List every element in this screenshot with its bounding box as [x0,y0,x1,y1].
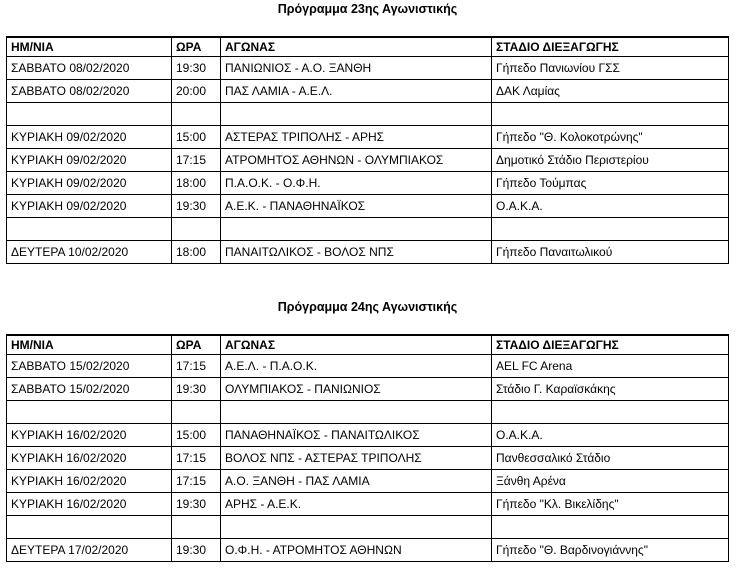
match-date: ΚΥΡΙΑΚΗ 16/02/2020 [7,493,172,516]
table-row [7,126,729,149]
match-time: 17:15 [172,447,221,470]
match-date: ΣΑΒΒΑΤΟ 08/02/2020 [7,57,172,80]
match-venue: Γήπεδο Πανιωνίου ΓΣΣ [492,57,729,80]
match-teams: ΑΤΡΟΜΗΤΟΣ ΑΘΗΝΩΝ - ΟΛΥΜΠΙΑΚΟΣ [221,149,492,172]
empty-cell [172,401,221,424]
match-time: 15:00 [172,424,221,447]
match-time: 15:00 [172,126,221,149]
empty-cell [221,103,492,126]
match-venue: ΔΑΚ Λαμίας [492,80,729,103]
match-time: 19:30 [172,493,221,516]
header-venue: ΣΤΑΔΙΟ ΔΙΕΞΑΓΩΓΗΣ [492,335,729,355]
match-teams: ΠΑΝΑΙΤΩΛΙΚΟΣ - ΒΟΛΟΣ ΝΠΣ [221,241,492,264]
round-24-body [7,335,729,562]
table-row [7,493,729,516]
match-date: ΣΑΒΒΑΤΟ 15/02/2020 [7,355,172,378]
empty-cell [492,218,729,241]
match-teams: Α.Ε.Κ. - ΠΑΝΑΘΗΝΑΪΚΟΣ [221,195,492,218]
match-venue: Γήπεδο "Κλ. Βικελίδης" [492,493,729,516]
match-date: ΔΕΥΤΕΡΑ 17/02/2020 [7,539,172,562]
table-row [7,378,729,401]
match-venue: Γήπεδο "Θ. Βαρδινογιάννης" [492,539,729,562]
empty-cell [172,103,221,126]
match-venue: Δημοτικό Στάδιο Περιστερίου [492,149,729,172]
table-row [7,470,729,493]
match-date: ΚΥΡΙΑΚΗ 09/02/2020 [7,149,172,172]
match-venue: Ο.Α.Κ.Α. [492,195,729,218]
match-teams: ΟΛΥΜΠΙΑΚΟΣ - ΠΑΝΙΩΝΙΟΣ [221,378,492,401]
table-row [7,447,729,470]
empty-cell [7,103,172,126]
match-date: ΚΥΡΙΑΚΗ 16/02/2020 [7,424,172,447]
match-time: 17:15 [172,149,221,172]
match-teams: Ο.Φ.Η. - ΑΤΡΟΜΗΤΟΣ ΑΘΗΝΩΝ [221,539,492,562]
match-time: 17:15 [172,355,221,378]
header-venue: ΣΤΑΔΙΟ ΔΙΕΞΑΓΩΓΗΣ [492,37,729,57]
header-time: ΩΡΑ [172,37,221,57]
empty-cell [492,103,729,126]
table-row [7,539,729,562]
spacer-row [7,516,729,539]
match-venue: Γήπεδο Τούμπας [492,172,729,195]
match-venue: Στάδιο Γ. Καραϊσκάκης [492,378,729,401]
empty-cell [492,516,729,539]
empty-cell [221,401,492,424]
match-date: ΣΑΒΒΑΤΟ 15/02/2020 [7,378,172,401]
match-date: ΚΥΡΙΑΚΗ 09/02/2020 [7,195,172,218]
table-row [7,172,729,195]
header-row [7,37,729,57]
empty-cell [221,218,492,241]
match-time: 19:30 [172,57,221,80]
table-row [7,355,729,378]
match-teams: Π.Α.Ο.Κ. - Ο.Φ.Η. [221,172,492,195]
table-row [7,57,729,80]
match-teams: ΠΑΝΑΘΗΝΑΪΚΟΣ - ΠΑΝΑΙΤΩΛΙΚΟΣ [221,424,492,447]
empty-cell [172,516,221,539]
round-24-title: Πρόγραμμα 24ης Αγωνιστικής [277,300,458,314]
table-row [7,424,729,447]
header-match: ΑΓΩΝΑΣ [221,37,492,57]
match-time: 19:30 [172,378,221,401]
round-23-table [6,36,729,264]
header-match: ΑΓΩΝΑΣ [221,335,492,355]
match-date: ΔΕΥΤΕΡΑ 10/02/2020 [7,241,172,264]
match-teams: ΠΑΝΙΩΝΙΟΣ - Α.Ο. ΞΑΝΘΗ [221,57,492,80]
round-23-title: Πρόγραμμα 23ης Αγωνιστικής [277,2,458,16]
match-teams: Α.Ε.Λ. - Π.Α.Ο.Κ. [221,355,492,378]
spacer-row [7,401,729,424]
match-venue: Πανθεσσαλικό Στάδιο [492,447,729,470]
table-row [7,149,729,172]
match-teams: ΑΣΤΕΡΑΣ ΤΡΙΠΟΛΗΣ - ΑΡΗΣ [221,126,492,149]
match-venue: Γήπεδο Παναιτωλικού [492,241,729,264]
header-date: ΗΜ/ΝΙΑ [7,37,172,57]
header-time: ΩΡΑ [172,335,221,355]
table-row [7,241,729,264]
match-time: 20:00 [172,80,221,103]
table-row [7,195,729,218]
spacer-row [7,218,729,241]
match-time: 19:30 [172,195,221,218]
spacer-row [7,103,729,126]
match-venue: AEL FC Arena [492,355,729,378]
empty-cell [7,218,172,241]
match-venue: Γήπεδο "Θ. Κολοκοτρώνης" [492,126,729,149]
header-row [7,335,729,355]
empty-cell [221,516,492,539]
match-teams: ΑΡΗΣ - Α.Ε.Κ. [221,493,492,516]
match-teams: Α.Ο. ΞΑΝΘΗ - ΠΑΣ ΛΑΜΙΑ [221,470,492,493]
match-time: 18:00 [172,241,221,264]
table-row [7,80,729,103]
match-venue: Ξάνθη Αρένα [492,470,729,493]
empty-cell [492,401,729,424]
match-teams: ΒΟΛΟΣ ΝΠΣ - ΑΣΤΕΡΑΣ ΤΡΙΠΟΛΗΣ [221,447,492,470]
match-date: ΚΥΡΙΑΚΗ 09/02/2020 [7,126,172,149]
empty-cell [7,516,172,539]
match-date: ΚΥΡΙΑΚΗ 16/02/2020 [7,447,172,470]
match-time: 18:00 [172,172,221,195]
match-time: 17:15 [172,470,221,493]
match-time: 19:30 [172,539,221,562]
round-23-body [7,37,729,264]
match-date: ΚΥΡΙΑΚΗ 16/02/2020 [7,470,172,493]
header-date: ΗΜ/ΝΙΑ [7,335,172,355]
round-24-table [6,334,729,562]
match-teams: ΠΑΣ ΛΑΜΙΑ - Α.Ε.Λ. [221,80,492,103]
match-venue: Ο.Α.Κ.Α. [492,424,729,447]
match-date: ΚΥΡΙΑΚΗ 09/02/2020 [7,172,172,195]
empty-cell [7,401,172,424]
empty-cell [172,218,221,241]
match-date: ΣΑΒΒΑΤΟ 08/02/2020 [7,80,172,103]
